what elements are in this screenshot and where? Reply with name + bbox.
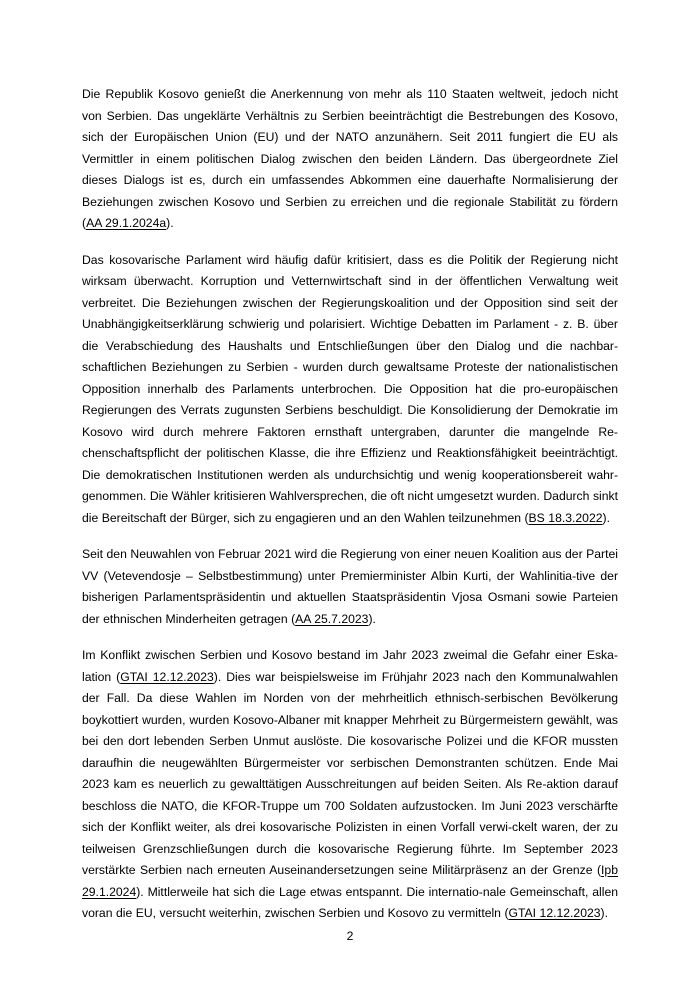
body-text: ).: [368, 611, 376, 626]
body-text: Im Konflikt zwischen Serbien und Kosovo bestand im Jahr 2023 zweimal die Gefahr einer Eska-lation (: [82, 648, 618, 684]
body-text: ).: [166, 216, 174, 230]
paragraph-serbia-kosovo-conflict: [82, 645, 618, 925]
body-text: Das kosovarische Parlament wird häufig dafür kritisiert, dass es die Politik der Regierung nicht wirksam überwacht. Korruption und Vetternwirtschaft sind in der öffentlichen Verwaltung weit verbreitet. Die Beziehungen zwischen der Regierungskoalition und der Opposition sind seit der Unabhängigkeitserklärung schwierig und polarisiert. Wichtige Debatten im Parlament - z. B. über die Verabschiedung des Haushalts und Entschließungen über den Dialog und die nachbar-schaftlichen Beziehungen zu Serbien - wurden durch gewaltsame Proteste der nationalistischen Opposition innerhalb des Parlaments unterbrochen. Die Opposition hat die pro-europäischen Regierungen des Verrats zugunsten Serbiens beschuldigt. Die Konsolidierung der Demokratie im Kosovo wird durch mehrere Faktoren ernsthaft untergraben, darunter die mangelnde Re-chenschaftspflicht der politischen Klasse, die ihre Effizienz und Reaktionsfähigkeit beeinträchtigt. Die demokratischen Institutionen werden als undurchsichtig und wenig kooperationsbereit wahr-genommen. Die Wähler kritisieren Wahlversprechen, die oft nicht umgesetzt wurden. Dadurch sinkt die Bereitschaft der Bürger, sich zu engagieren und an den Wahlen teilzunehmen (: [82, 252, 618, 525]
body-text: ). Dies war beispielsweise im Frühjahr 2023 nach den Kommunalwahlen der Fall. Da diese Wahlen im Norden von der mehrheitlich ethnisch-serbischen Bevölkerung boykottiert wurden, wurden Kosovo-Albaner mit knapper Mehrheit zu Bürgermeistern gewählt, was bei den dort lebenden Serben Unmut auslöste. Die kosovarische Polizei und die KFOR mussten daraufhin die neugewählten Bürgermeister vor serbischen Demonstranten schützen. Ende Mai 2023 kam es neuerlich zu gewalttätigen Ausschreitungen auf beiden Seiten. Als Re-aktion darauf beschloss die NATO, die KFOR-Truppe um 700 Soldaten aufzustocken. Im Juni 2023 verschärfte sich der Konflikt weiter, als drei kosovarische Polizisten in einen Vorfall verwi-ckelt waren, der zu teilweisen Grenzschließungen durch die kosovarische Regierung führte. Im September 2023 verstärkte Serbien nach erneuten Auseinandersetzungen seine Militärpräsenz an der Grenze (: [82, 669, 618, 877]
source-citation[interactable]: BS 18.3.2022: [528, 510, 603, 525]
source-citation[interactable]: GTAI 12.12.2023: [508, 906, 601, 920]
paragraph-parliament-democracy: [82, 250, 618, 530]
paragraph-recognition-dialogue: [82, 84, 618, 235]
body-text: ).: [600, 906, 608, 920]
source-citation[interactable]: GTAI 12.12.2023: [120, 669, 214, 684]
source-citation[interactable]: AA 25.7.2023: [295, 611, 369, 626]
source-citation[interactable]: AA 29.1.2024a: [86, 216, 167, 230]
body-text: Die Republik Kosovo genießt die Anerkennung von mehr als 110 Staaten weltweit, jedoch nicht von Serbien. Das ungeklärte Verhältnis zu Serbien beeinträchtigt die Bestrebungen des Kosovo, sich der Europäischen Union (EU) und der NATO anzunähern. Seit 2011 fungiert die EU als Vermittler in einem politischen Dialog zwischen den beiden Ländern. Das übergeordnete Ziel dieses Dialogs ist es, durch ein umfassendes Abkommen eine dauerhafte Normalisierung der Beziehungen zwischen Kosovo und Serbien zu erreichen und die regionale Stabilität zu fördern (: [82, 87, 618, 230]
body-text: ). Mittlerweile hat sich die Lage etwas entspannt. Die internatio-nale Gemeinschaft, allen voran die EU, versucht weiterhin, zwischen Serbien und Kosovo zu vermitteln (: [82, 884, 618, 920]
source-citation[interactable]: Ipb 29.1.2024: [82, 863, 618, 899]
paragraph-government-coalition: [82, 544, 618, 630]
body-text: Seit den Neuwahlen von Februar 2021 wird die Regierung von einer neuen Koalition aus der Partei VV (Vetevendosje – Selbstbestimmung) unter Premierminister Albin Kurti, der Wahlinitia-tive der bisherigen Parlamentspräsidentin und aktuellen Staatspräsidentin Vjosa Osmani sowie Parteien der ethnischen Minderheiten getragen (: [82, 547, 618, 626]
page-body: [82, 84, 618, 925]
body-text: ).: [602, 510, 610, 525]
page-number: 2: [346, 929, 354, 943]
